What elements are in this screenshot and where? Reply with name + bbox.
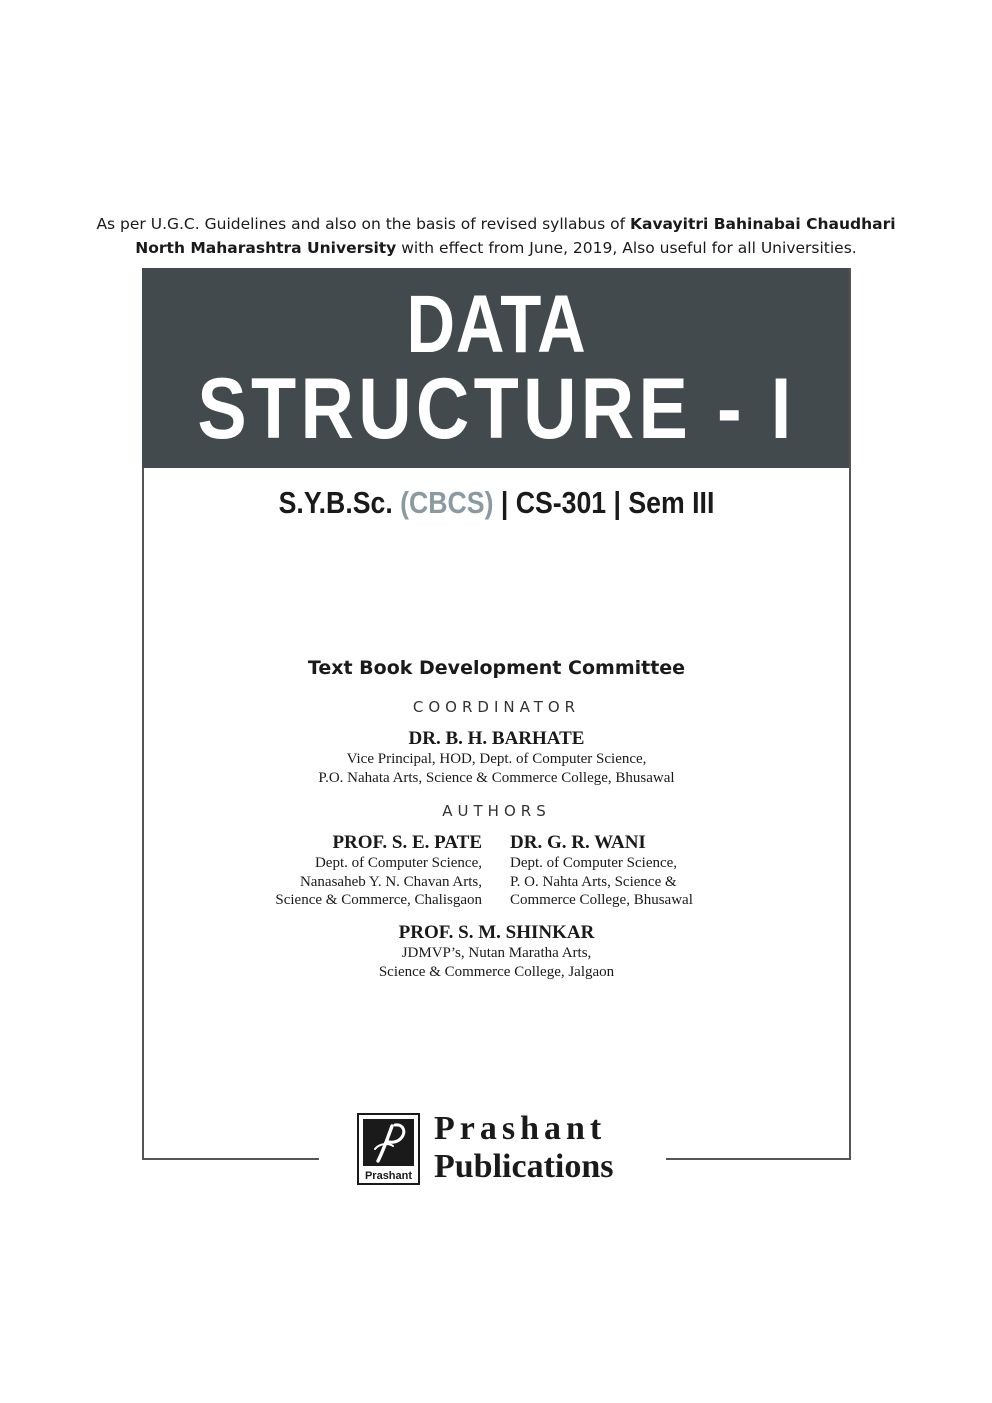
author-affiliation: JDMVP’s, Nutan Maratha Arts, (401, 945, 592, 961)
author-affiliation: P. O. Nahta Arts, Science & (510, 873, 677, 890)
author-affiliation: Dept. of Computer Science, (314, 855, 482, 871)
committee-heading: Text Book Development Committee (307, 657, 686, 679)
coordinator-label: COORDINATOR (412, 698, 581, 716)
author-block (510, 832, 693, 910)
author-affiliation: Nanasaheb Y. N. Chavan Arts, (299, 873, 482, 890)
coordinator-affiliation-1: Vice Principal, HOD, Dept. of Computer Science, (346, 751, 647, 767)
intro-text (0, 212, 992, 260)
coordinator-name: DR. B. H. BARHATE (408, 728, 585, 749)
book-title-line-1: DATA (406, 279, 587, 370)
author-affiliation: Commerce College, Bhusawal (510, 892, 693, 908)
p-monogram-icon (363, 1119, 414, 1166)
coordinator-affiliation-2: P.O. Nahata Arts, Science & Commerce College, Bhusawal (318, 769, 675, 786)
author-affiliation: Science & Commerce, Chalisgaon (275, 892, 482, 908)
cbcs-label: (CBCS) (400, 485, 494, 520)
book-title-line-2: STRUCTURE - I (197, 361, 796, 457)
intro-line-1: As per U.G.C. Guidelines and also on the basis of revised syllabus of Kavayitri Bahinabai Chaudhari (96, 215, 896, 233)
author-block (275, 832, 482, 910)
coordinator-block (142, 728, 851, 787)
author-affiliation: Dept. of Computer Science, (510, 855, 678, 871)
author-name: PROF. S. E. PATE (332, 832, 482, 853)
publisher-logo-text: Prashant (364, 1170, 413, 1182)
publisher-name-line-1: Prashant (434, 1110, 607, 1147)
intro-line-2: North Maharashtra University with effect from June, 2019, Also useful for all Universities. (135, 239, 857, 257)
author-name: PROF. S. M. SHINKAR (398, 922, 595, 943)
frame-border-bottom-left (142, 1158, 319, 1160)
publisher-name-line-2: Publications (434, 1148, 614, 1185)
publisher-logo-mark (363, 1119, 414, 1166)
authors-label: AUTHORS (442, 802, 551, 820)
publisher-logo (357, 1113, 420, 1185)
course-subtitle: S.Y.B.Sc. (CBCS) | CS-301 | Sem III (278, 485, 715, 520)
frame-border-bottom-right (666, 1158, 851, 1160)
author-block (142, 922, 851, 981)
author-name: DR. G. R. WANI (510, 832, 646, 853)
author-affiliation: Science & Commerce College, Jalgaon (378, 963, 615, 980)
